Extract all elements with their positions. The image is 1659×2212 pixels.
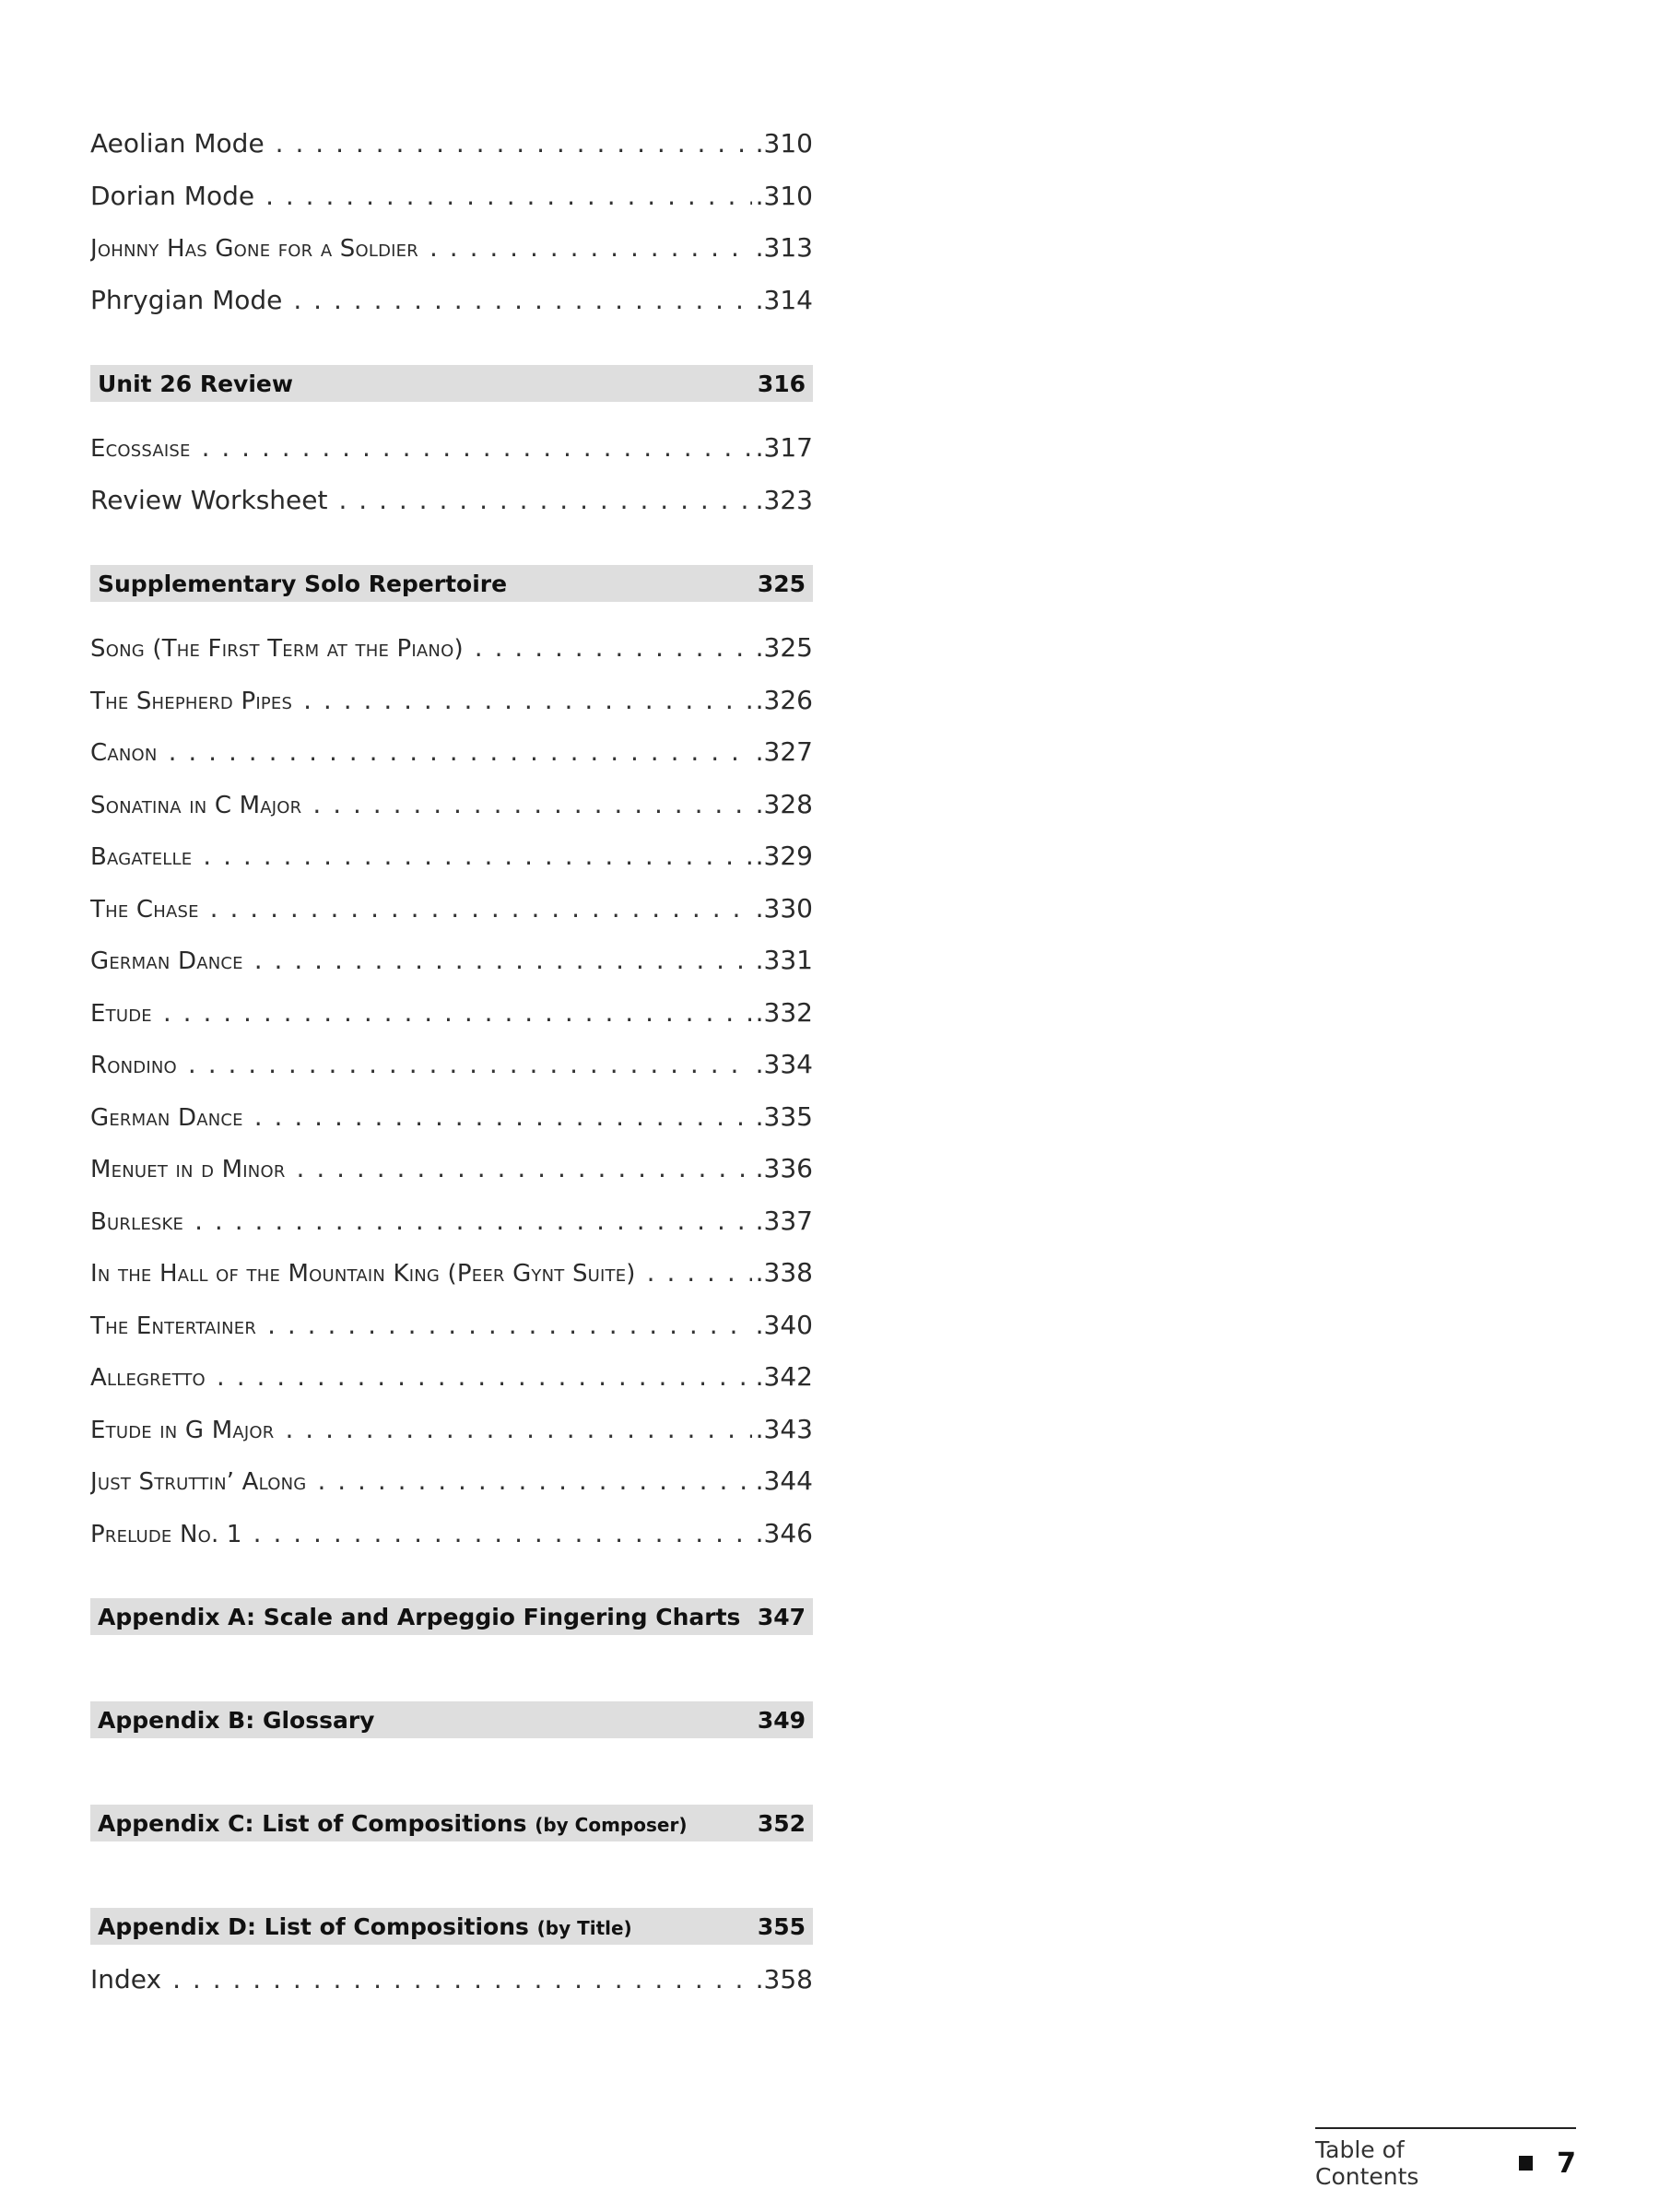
entry-page: .327 xyxy=(755,736,813,767)
section-appendix-c xyxy=(90,1805,813,1841)
entry-title: Johnny Has Gone for a Soldier xyxy=(90,235,418,263)
dot-leader xyxy=(202,422,752,475)
section-unit-26 xyxy=(90,365,813,402)
dot-leader xyxy=(163,987,752,1040)
section-title: Unit 26 Review xyxy=(98,370,293,397)
entry-page: .336 xyxy=(755,1153,813,1183)
dot-leader xyxy=(254,1091,752,1144)
entry-title: Song (The First Term at the Piano) xyxy=(90,635,464,663)
section-subtitle: (by Composer) xyxy=(535,1813,688,1836)
toc-entry[interactable] xyxy=(90,987,813,1040)
dot-leader xyxy=(265,171,752,223)
dot-leader xyxy=(429,222,752,275)
entry-page: .342 xyxy=(755,1361,813,1392)
toc-entry[interactable] xyxy=(90,1247,813,1300)
dot-leader xyxy=(647,1247,752,1300)
entry-page: .313 xyxy=(755,232,813,263)
section-title: Supplementary Solo Repertoire xyxy=(98,570,508,597)
entry-page: .314 xyxy=(755,284,813,315)
dot-leader xyxy=(338,475,751,527)
entry-page: .325 xyxy=(755,632,813,663)
entry-title: Just Struttin’ Along xyxy=(90,1468,307,1496)
toc-entry[interactable] xyxy=(90,935,813,987)
toc-entry[interactable] xyxy=(90,475,813,527)
entry-title: The Shepherd Pipes xyxy=(90,687,293,715)
entry-page: .326 xyxy=(755,684,813,715)
entry-title: Rondino xyxy=(90,1052,177,1079)
entry-group-modes xyxy=(90,118,813,326)
entry-title: Review Worksheet xyxy=(90,484,328,515)
entry-title: German Dance xyxy=(90,1103,243,1132)
toc-entry[interactable] xyxy=(90,1455,813,1508)
toc-entry[interactable] xyxy=(90,1300,813,1352)
toc-entry[interactable] xyxy=(90,726,813,779)
entry-page: .338 xyxy=(755,1257,813,1288)
entry-title: Ecossaise xyxy=(90,435,191,463)
entry-title: In the Hall of the Mountain King (Peer Gynt Suite) xyxy=(90,1260,636,1288)
dot-leader xyxy=(203,830,751,883)
section-page: 316 xyxy=(757,370,806,397)
entry-page: .317 xyxy=(755,432,813,463)
dot-leader xyxy=(475,622,752,675)
toc-entry[interactable] xyxy=(90,1404,813,1456)
entry-page: .335 xyxy=(755,1100,813,1132)
section-subtitle: (by Title) xyxy=(536,1916,632,1939)
section-appendix-d xyxy=(90,1908,813,1945)
dot-leader xyxy=(303,675,752,727)
toc-entry[interactable] xyxy=(90,1351,813,1404)
entry-page: .330 xyxy=(755,892,813,924)
dot-leader xyxy=(210,883,752,935)
toc-entry[interactable] xyxy=(90,118,813,171)
page-footer xyxy=(1315,2127,1576,2190)
section-title: Appendix C: List of Compositions (by Composer) xyxy=(98,1809,688,1837)
section-page: 347 xyxy=(757,1603,806,1630)
entry-title: Prelude No. 1 xyxy=(90,1520,242,1548)
dot-leader xyxy=(297,1143,752,1195)
entry-title: Etude xyxy=(90,999,152,1028)
entry-page: .329 xyxy=(755,841,813,871)
entry-page: .331 xyxy=(755,945,813,975)
section-page: 325 xyxy=(757,570,806,597)
entry-title: Etude in G Major xyxy=(90,1416,275,1444)
entry-page: .337 xyxy=(755,1205,813,1236)
entry-title: Canon xyxy=(90,739,158,767)
section-page: 349 xyxy=(757,1706,806,1734)
dot-leader xyxy=(254,935,752,987)
section-title: Appendix B: Glossary xyxy=(98,1706,375,1734)
page-number: 7 xyxy=(1557,2147,1576,2180)
entry-title: Phrygian Mode xyxy=(90,284,283,315)
toc-entry[interactable] xyxy=(90,622,813,675)
toc-entry[interactable] xyxy=(90,883,813,935)
entry-title: German Dance xyxy=(90,947,243,975)
dot-leader xyxy=(293,275,751,327)
entry-title: Menuet in d Minor xyxy=(90,1156,286,1183)
entry-title: Sonatina in C Major xyxy=(90,791,302,819)
toc-entry[interactable] xyxy=(90,675,813,727)
dot-leader xyxy=(276,118,752,171)
dot-leader xyxy=(188,1039,752,1091)
footer-label: Table of Contents xyxy=(1315,2136,1419,2190)
toc-entry[interactable] xyxy=(90,275,813,327)
entry-page: .310 xyxy=(755,128,813,159)
dot-leader xyxy=(217,1351,752,1404)
entry-page: .334 xyxy=(755,1049,813,1079)
toc-entry[interactable] xyxy=(90,171,813,223)
square-bullet-icon xyxy=(1519,2156,1533,2171)
dot-leader xyxy=(253,1508,752,1560)
section-appendix-b xyxy=(90,1701,813,1738)
entry-title: The Chase xyxy=(90,895,199,924)
toc-entry[interactable] xyxy=(90,779,813,831)
section-title: Appendix D: List of Compositions (by Title) xyxy=(98,1912,632,1940)
entry-page: .340 xyxy=(755,1309,813,1340)
entry-title: Index xyxy=(90,1964,162,1994)
entry-group-unit-26 xyxy=(90,422,813,526)
entry-page: .323 xyxy=(755,484,813,515)
entry-title: Aeolian Mode xyxy=(90,128,265,159)
section-page: 355 xyxy=(757,1912,806,1940)
dot-leader xyxy=(285,1404,751,1456)
table-of-contents xyxy=(90,118,813,2006)
entry-title: Burleske xyxy=(90,1207,184,1236)
toc-entry[interactable] xyxy=(90,1195,813,1248)
toc-entry[interactable] xyxy=(90,422,813,475)
dot-leader xyxy=(312,779,751,831)
entry-title: Allegretto xyxy=(90,1364,206,1392)
entry-page: .332 xyxy=(755,996,813,1028)
toc-entry[interactable] xyxy=(90,830,813,883)
toc-entry[interactable] xyxy=(90,222,813,275)
toc-entry-index[interactable] xyxy=(90,1954,813,2006)
entry-title: Bagatelle xyxy=(90,843,193,871)
entry-title: Dorian Mode xyxy=(90,180,255,211)
entry-page: .346 xyxy=(755,1517,813,1548)
dot-leader xyxy=(194,1195,752,1248)
toc-entry[interactable] xyxy=(90,1091,813,1144)
section-supplementary xyxy=(90,565,813,602)
entry-page: .343 xyxy=(755,1413,813,1444)
dot-leader xyxy=(172,1954,752,2006)
entry-page: .328 xyxy=(755,788,813,819)
toc-entry[interactable] xyxy=(90,1143,813,1195)
toc-entry[interactable] xyxy=(90,1039,813,1091)
section-page: 352 xyxy=(757,1809,806,1837)
dot-leader xyxy=(267,1300,752,1352)
entry-page: .310 xyxy=(755,180,813,211)
dot-leader xyxy=(317,1455,751,1508)
entry-page: .344 xyxy=(755,1465,813,1496)
dot-leader xyxy=(169,726,752,779)
section-appendix-a xyxy=(90,1598,813,1635)
entry-page: .358 xyxy=(755,1964,813,1994)
toc-entry[interactable] xyxy=(90,1508,813,1560)
entry-group-supplementary xyxy=(90,622,813,1559)
section-title: Appendix A: Scale and Arpeggio Fingering Charts xyxy=(98,1603,741,1630)
entry-title: The Entertainer xyxy=(90,1312,257,1340)
